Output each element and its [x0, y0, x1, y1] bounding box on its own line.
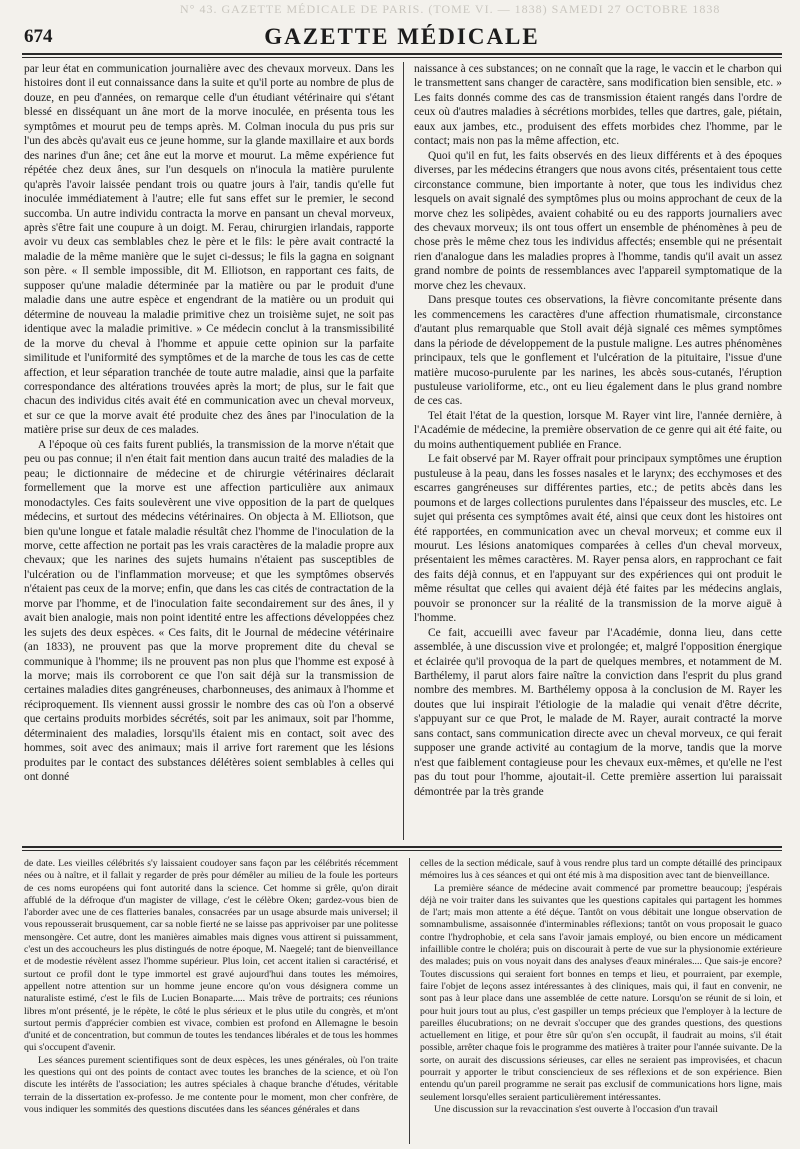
- paragraph: de date. Les vieilles célébrités s'y laissaient coudoyer sans façon par les célébrités récemment nées ou à naître, et il fallait y regarder de près pour démêler au milieu de la foule les porteurs de ces noms européens qui font autorité dans la science. Cet homme si grêle, qu'on dirait affublé de la défroque d'un magister de village, c'est le célèbre Oken; gardez-vous bien de l'aborder avec une de ces flatteries banales, consacrées par un usage absurde mais universel; il vous repousserait brusquement, car sa noble fierté ne se laisse pas apprivoiser par une politesse mensongère. Cet autre, dont les manières aimables mais dignes vous attirent si puissamment, c'est un des accoucheurs les plus distingués de notre époque, M. Naegelé; tant de bienveillance et de modestie révèlent assez l'homme supérieur. Plus loin, cet accent italien si caractérisé, et surtout ce profil dont le type immortel est gravé aujourd'hui dans toutes les mémoires, appellent notre attention sur un homme jeune encore qu'on vous désignera comme un naturaliste estimé, c'est le fils de Lucien Bonaparte..... Mais trêve de portraits; ces réunions libres m'ont présenté, je le répète, le côté le plus sérieux et le plus utile du congrès, et m'ont surtout permis d'apprécier combien est vivace, combien est profond en Allemagne le besoin d'unité et de concentration, but commun de toutes les tendances libérales et de tous les hommes qui s'occupent d'avenir.: [24, 858, 398, 1054]
- paragraph: Dans presque toutes ces observations, la fièvre concomitante présente dans les commencemens les caractères d'une affection rhumatismale, circonstance d'autant plus remarquable que Stoll avait déjà signalé ces mêmes symptômes dans la période de développement de la pustule maligne. Les autres phénomènes principaux, tels que le gonflement et l'ulcération de la pituitaire, l'issue d'une matière mucoso-purulente par les narines, les abcès sous-cutanés, l'éruption pustuleuse varioliforme, etc., ont eu lieu également dans le plus grand nombre de ces cas.: [414, 294, 782, 408]
- page-header: [24, 26, 780, 50]
- paragraph: naissance à ces substances; on ne connaît que la rage, le vaccin et le charbon qui le transmettent sans changer de caractère, sans modification bien sensible, etc. » Les faits donnés comme des cas de transmission étaient rangés dans l'ordre de ceux où d'autres maladies à sécrétions morbides, telles que dartres, gale, piétain, eaux aux jambes, etc., produisent des effets morbides chez l'homme, par le contact; mais non pas la même affection, etc.: [414, 63, 782, 148]
- column-divider: [409, 858, 410, 1144]
- bleed-through-text: N° 43. GAZETTE MÉDICALE DE PARIS. (TOME VI. — 1838) SAMEDI 27 OCTOBRE 1838: [180, 2, 721, 16]
- upper-left-column: [24, 62, 394, 842]
- paragraph: Tel était l'état de la question, lorsque M. Rayer vint lire, l'année dernière, à l'Académie de médecine, la première observation de ce genre qui ait été faite, ou du moins authentiquement publiée en France.: [414, 409, 782, 451]
- paragraph: La première séance de médecine avait commencé par promettre beaucoup; j'espérais déjà ne voir traiter dans les suivantes que les questions capitales qui partagent les hommes de l'art; mais mon attente a été déçue. Tantôt on vous débitait une longue observation de somnambulisme, assaisonnée d'interminables réflexions; tantôt on vous proposait le guaco contre l'hydrophobie, et cela sans l'avoir jamais employé, ou bien encore un médicament infaillible contre le choléra; puis on discourait à perte de vue sur la physionomie extérieure des malades; puis on vous noyait dans des analyses d'eaux minérales.... Que sais-je encore? Toutes discussions qui seraient fort bonnes en temps et lieu, et pourraient, par exemple, faire l'objet de leçons assez intéressantes à des cliniques, mais qui, il faut en convenir, ne sont pas à leur place dans une assemblée de cette nature. Lorsqu'on se réunit de si loin, et pour huit jours tout au plus, c'est gaspiller un temps précieux que l'employer à la lecture de pareilles élucubrations; on ne devrait s'occuper que des grandes questions, des questions actuellement en litige, et pour être sûr qu'on s'en occupât, il faudrait au moins, s'il était possible, arrêter chaque fois le programme des matières à traiter pour l'année suivante. De la sorte, on aurait des discussions sérieuses, car elles ne seraient pas improvisées, et chacun pourrait y apporter le tribut consciencieux de ses réflexions et de son expérience. Bien entendu qu'un pareil programme ne serait pas exclusif de communications hors ligne, mais seulement lorsqu'elles seraient particulièrement intéressantes.: [420, 882, 782, 1103]
- paragraph: Une discussion sur la revaccination s'est ouverte à l'occasion d'un travail: [434, 1103, 718, 1115]
- paragraph: Quoi qu'il en fut, les faits observés en des lieux différents et à des époques diverses, par les médecins étrangers que nous avons cités, présentaient tous cette circonstance commune, bien importante à noter, que tous les individus chez lesquels on avait signalé des symptômes plus ou moins approchant de ceux de la morve chez les solipèdes, avaient cohabité ou eu des rapports journaliers avec des chevaux morveux; ils ont tous offert un ensemble de phénomènes à peu de chose près le même chez tous les individus affectés; ensemble qui ne présentait rien d'analogue dans les maladies propres à l'homme, tandis qu'il avait un assez grand nombre de points de ressemblances avec l'appareil symptomatique de la morve chez les chevaux.: [414, 149, 782, 292]
- journal-title: GAZETTE MÉDICALE: [264, 24, 540, 49]
- paragraph: celles de la section médicale, sauf à vous rendre plus tard un compte détaillé des principaux mémoires lus à ces séances et qui ont été mis à ma disposition avec tant de bienveillance.: [420, 858, 782, 882]
- feuilleton-rule: [22, 846, 782, 848]
- header-rule-thin: [22, 57, 782, 58]
- paragraph: par leur état en communication journalière avec des chevaux morveux. Dans les histoires dont il eut connaissance dans la suite et qu'il porte au nombre de plus de douze, en peu d'années, on remarque celle d'un étudiant vétérinaire qui s'étant blessé en disséquant un âne mort de la morve inoculée, en présenta tous les symptômes et mourut peu de temps après. M. Colman inocula du pus pris sur l'un des abcès qu'avait eus ce jeune homme, sur la glande maxillaire et aux bords des narines d'un âne; cet âne eut la morve et mourut. La même expérience fut répétée chez deux ânes, sur l'un desquels on n'inocula la matière purulente qu'après l'avoir laissée pendant trois ou quatre jours à l'air, tandis qu'elle fut inoculée immédiatement à l'autre; elle fut sans effet sur le premier, le second succomba. Un autre individu contracta la morve en pansant un cheval morveux, après s'être fait une coupure à un doigt. M. Ferau, chirurgien irlandais, rapporte avoir vu deux cas semblables chez le père et le fils: le père avait contracté la maladie de la même manière que le sujet ci-dessus; le fils la gagna en soignant son père. « Il semble impossible, dit M. Elliotson, en rapportant ces faits, de supposer qu'une maladie déterminée par la matière ou par le produit d'une maladie dans une autre espèce et engendrant de la matière ou un produit qui détermine de nouveau la maladie primitive chez un troisième sujet, ne soit pas identique avec la maladie primitive. » Ce médecin conclut à la transmissibilité de la morve du cheval à l'homme et appuie cette opinion sur la parfaite similitude et l'uniformité des symptômes et de la marche de tous les cas de cette affection, et leur séparation tranchée de toute autre maladie, ainsi que la parfaite correspondance des altérations trouvées après la mort; de plus, sur le fait que chacun des individus cités avait été en communication avec un cheval morveux, et sur ce que la morve avait été produite chez des ânes par l'inoculation de la matière prise sur deux de ces malades.: [24, 63, 394, 437]
- feuilleton-rule-thin: [22, 850, 782, 851]
- header-rule: [22, 53, 782, 55]
- paragraph: Ce fait, accueilli avec faveur par l'Académie, donna lieu, dans cette assemblée, à une discussion vive et prolongée; et, malgré l'opposition énergique et éclairée qu'il provoqua de la part de quelques membres, et notamment de M. Barthélemy, il parut alors faire naître la conviction dans l'esprit du plus grand nombre des membres. M. Barthélemy opposa à la conclusion de M. Rayer les doutes que lui inspirait l'étiologie de la maladie qui venait d'être décrite, s'appuyant sur ce que Prot, le malade de M. Rayer, aurait contracté la morve sans contact, sans communication directe avec un cheval morveux, ce qui ferait supposer une grande activité au contagium de la morve, tandis que la morve n'est que faiblement contagieuse pour les chevaux eux-mêmes, et qu'elle ne l'est pas du tout pour l'homme, ajoutait-il. Cette première assertion lui paraissait démontrée par la très grande: [414, 626, 782, 798]
- upper-right-column: [414, 62, 782, 842]
- paragraph: Les séances purement scientifiques sont de deux espèces, les unes générales, où l'on traite les questions qui ont des points de contact avec toutes les branches de la science, et où l'on discute les intérêts de l'association; les autres spéciales à chaque branche d'études, véritable terrain de la dissertation ex-professo. Je me contente pour le moment, mon cher confrère, de vous indiquer les sommités des questions discutées dans les séances générales et dans: [24, 1054, 398, 1115]
- lower-right-column: [420, 858, 782, 1146]
- column-divider: [403, 62, 404, 840]
- paragraph: A l'époque où ces faits furent publiés, la transmission de la morve n'était que peu ou pas connue; il n'en était fait mention dans aucun traité des maladies de la peau; le dictionnaire de médecine et de chirurgie vétérinaires déclarait formellement que la morve est une affection particulière aux animaux monodactyles. Ces faits soulevèrent une vive opposition de la part de quelques médecins, et surtout des médecins vétérinaires. On objecta à M. Elliotson, que bien qu'une longue et fatale maladie résultât chez l'homme de l'inoculation de la morve, cette affection ne portait pas les vrais caractères de la maladie propre aux chevaux; que les narines des sujets humains n'étaient pas susceptibles de l'ulcération ou de l'inflammation morveuse; et que les symptômes observés n'étaient pas ceux de la morve; enfin, que dans les cas cités de contractation de la morve par l'homme, et de l'inoculation faite secondairement sur des ânes, il y avait bien analogie, mais non point identité entre les affections développées chez les sujets des deux espèces. « Ces faits, dit le Journal de médecine vétérinaire (an 1833), ne prouvent pas que la morve proprement dite du cheval se communique à l'homme; ils ne prouvent pas non plus que l'homme est exposé à la morve; mais ils corroborent ce que l'on sait déjà sur la transmission de certaines maladies dites gangréneuses, charbonneuses, des animaux à l'homme et réciproquement. Ils viennent aussi grossir le nombre des cas où l'on a observé que certains produits morbides sécrétés, soit par les animaux, soit par l'homme, déterminaient des maladies, lorsqu'ils étaient mis en contact, soit avec des hommes, soit avec des animaux; mais il arrive fort rarement que les lésions produites par le contact des substances délétères soient semblables à celles qui ont donné: [24, 438, 394, 784]
- lower-left-column: [24, 858, 398, 1146]
- page-number: 674: [24, 26, 53, 47]
- paragraph: Le fait observé par M. Rayer offrait pour principaux symptômes une éruption pustuleuse à la peau, dans les fosses nasales et le larynx; des ecchymoses et des escarres gangréneuses sur différentes parties, etc.; de petits abcès dans les poumons et de larges collections purulentes dans l'épaisseur des muscles, etc. Le sujet qui présenta ces symptômes avait été, ainsi que ceux dont les histoires ont été rapportées, en communication avec un cheval morveux; et comme eux il mourut. Les lésions anatomiques comparées à celles d'un cheval morveux, présentaient les mêmes caractères. M. Rayer pensa alors, en rapprochant ce fait des faits déjà connus, et en l'appuyant sur des expériences qui ont produit le même résultat que celles qui avaient déjà été faites par les médecins anglais, pouvoir se prononcer sur la réalité de la transmission de la morve aiguë à l'homme.: [414, 453, 782, 625]
